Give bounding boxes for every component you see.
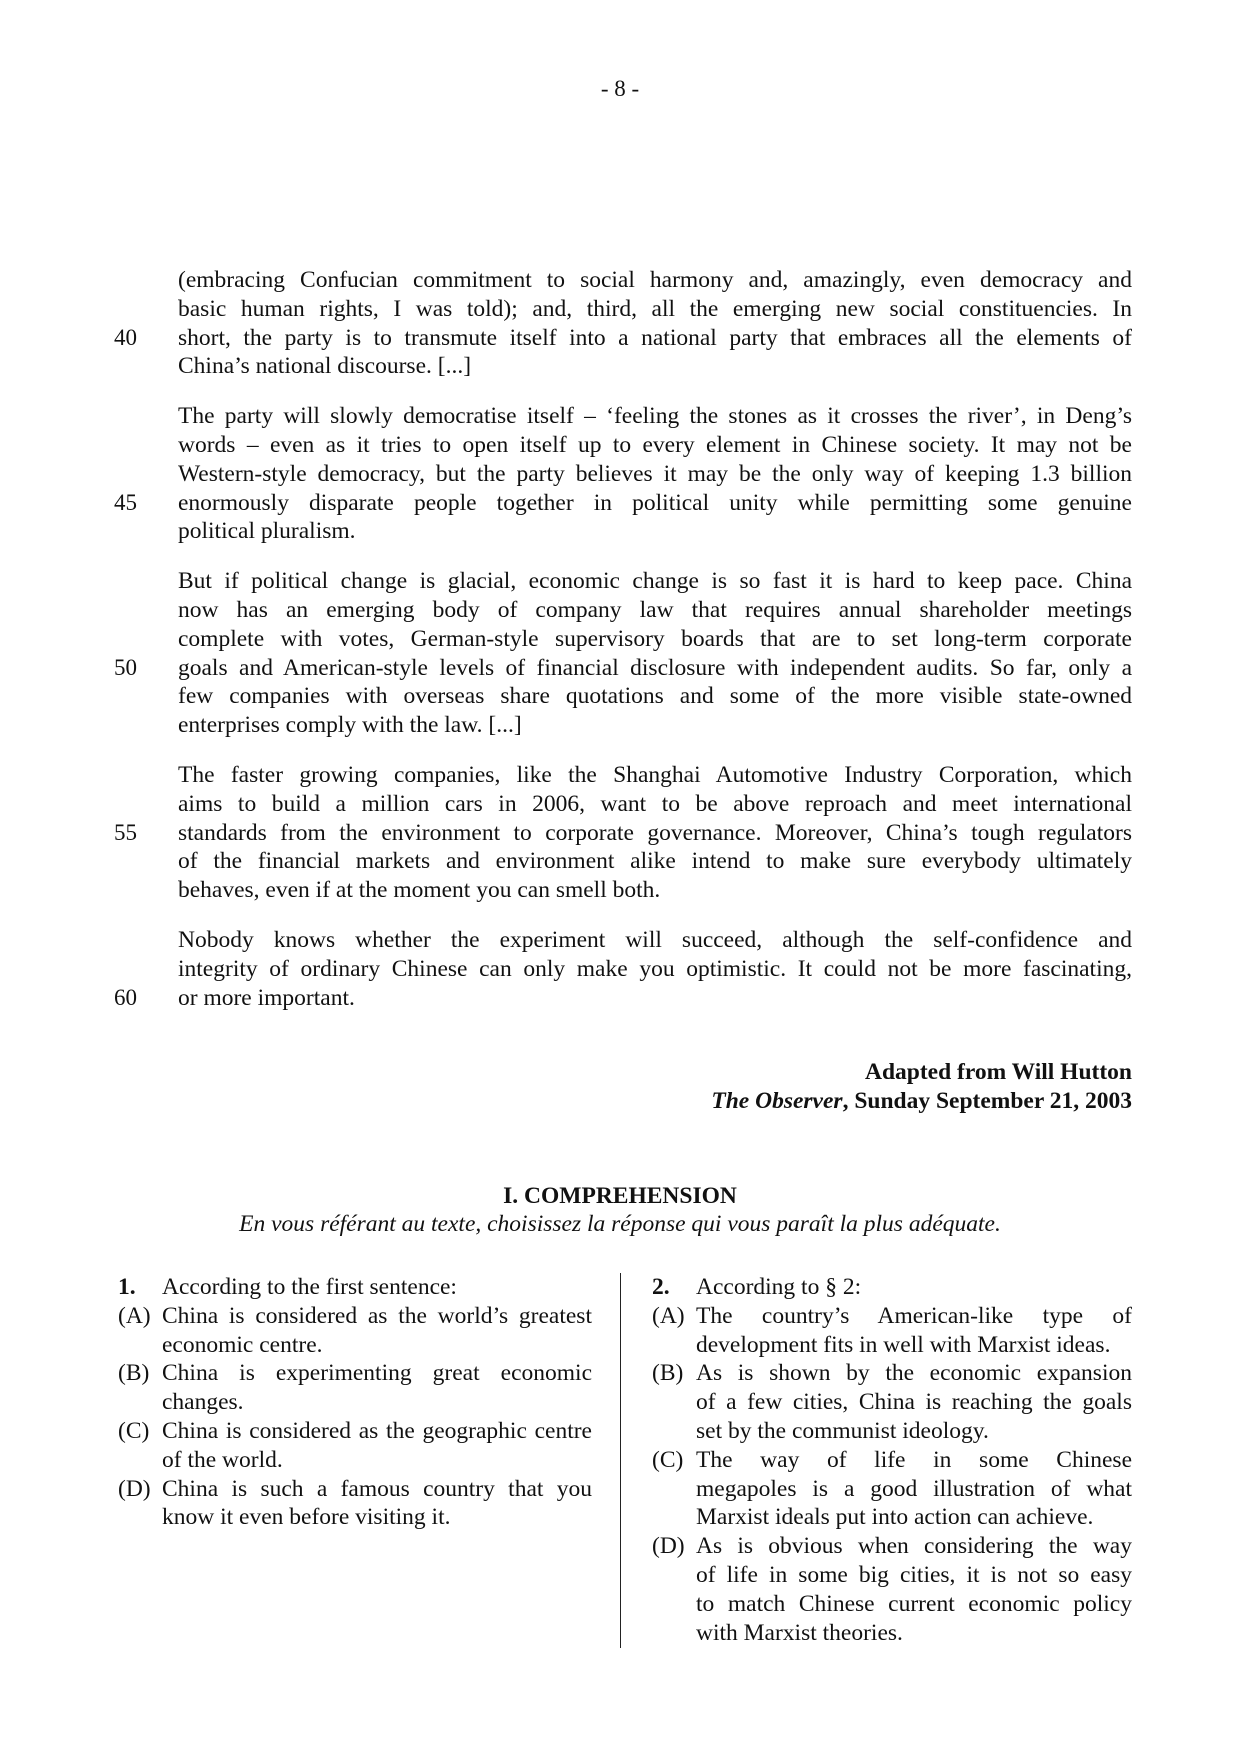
passage-line: behaves, even if at the moment you can smell both. [178, 877, 661, 904]
option-line: China is considered as the geographic centre [162, 1417, 592, 1444]
source-author: Adapted from Will Hutton [864, 1059, 1132, 1085]
question-number: 1. [118, 1274, 136, 1300]
option-line: China is considered as the world’s greatest [162, 1302, 592, 1329]
option-line: Marxist ideals put into action can achieve. [696, 1504, 1094, 1531]
passage-line: enormously disparate people together in political unity while permitting some genuine [178, 489, 1132, 516]
passage-line: But if political change is glacial, economic change is so fast it is hard to keep pace. China [178, 568, 1132, 595]
passage-line: political pluralism. [178, 518, 356, 545]
option-line: The way of life in some Chinese [696, 1446, 1132, 1473]
line-number: 50 [114, 654, 137, 680]
passage-line: aims to build a million cars in 2006, want to be above reproach and meet international [178, 790, 1132, 817]
passage-line: The party will slowly democratise itself – ‘feeling the stones as it crosses the river’, in Deng’s [178, 403, 1132, 430]
passage-line: basic human rights, I was told); and, third, all the emerging new social constituencies. In [178, 295, 1132, 322]
option-line: know it even before visiting it. [162, 1504, 451, 1531]
question-stem: According to the first sentence: [162, 1274, 457, 1300]
question-stem: According to § 2: [696, 1274, 862, 1300]
option-line: set by the communist ideology. [696, 1417, 989, 1444]
option-text [162, 1475, 592, 1533]
passage-line: (embracing Confucian commitment to social harmony and, amazingly, even democracy and [178, 267, 1132, 293]
line-number: 40 [114, 324, 137, 350]
line-number: 45 [114, 489, 137, 515]
passage-line: of the financial markets and environment alike intend to make sure everybody ultimately [178, 848, 1132, 875]
passage-line: standards from the environment to corporate governance. Moreover, China’s tough regulators [178, 819, 1132, 846]
answer-option[interactable] [118, 1475, 592, 1533]
section-title: I. COMPREHENSION [503, 1183, 737, 1209]
option-label: (B) [652, 1360, 684, 1387]
answer-option[interactable] [652, 1532, 1132, 1647]
option-line: The country’s American-like type of [696, 1302, 1132, 1329]
option-line: China is experimenting great economic [162, 1360, 592, 1387]
source-publication-line [711, 1087, 1132, 1116]
question-2 [652, 1273, 1132, 1647]
passage-line: short, the party is to transmute itself into a national party that embraces all the elements of [178, 324, 1132, 351]
paragraph [114, 266, 1132, 381]
option-text [696, 1302, 1132, 1360]
option-line: of life in some big cities, it is not so easy [696, 1561, 1132, 1588]
option-label: (C) [652, 1446, 684, 1473]
section-instruction: En vous référant au texte, choisissez la réponse qui vous paraît la plus adéquate. [239, 1211, 1001, 1237]
option-line: to match Chinese current economic policy [696, 1590, 1132, 1617]
option-line: of a few cities, China is reaching the goals [696, 1389, 1132, 1416]
paragraph [114, 402, 1132, 546]
option-line: As is obvious when considering the way [696, 1533, 1132, 1560]
option-text [696, 1532, 1132, 1647]
passage-line: Western-style democracy, but the party believes it may be the only way of keeping 1.3 billion [178, 460, 1132, 487]
option-line: economic centre. [162, 1331, 323, 1358]
option-text [162, 1359, 592, 1417]
option-label: (D) [652, 1533, 685, 1560]
option-label: (A) [652, 1302, 685, 1329]
article-source [711, 1058, 1132, 1116]
column-divider [620, 1273, 621, 1648]
passage-line: now has an emerging body of company law that requires annual shareholder meetings [178, 596, 1132, 623]
answer-option[interactable] [118, 1359, 592, 1417]
option-line: of the world. [162, 1446, 283, 1473]
answer-option[interactable] [118, 1417, 592, 1475]
article-passage [0, 266, 1240, 1033]
option-text [696, 1446, 1132, 1532]
paragraph [114, 926, 1132, 1012]
option-line: changes. [162, 1389, 244, 1416]
option-line: China is such a famous country that you [162, 1475, 592, 1502]
source-publication: The Observer [711, 1088, 843, 1114]
passage-line: few companies with overseas share quotations and some of the more visible state-owned [178, 683, 1132, 710]
option-label: (C) [118, 1417, 150, 1444]
passage-line: goals and American-style levels of financial disclosure with independent audits. So far, only a [178, 654, 1132, 681]
questions-area [0, 1273, 1240, 1653]
page-number: - 8 - [600, 76, 640, 101]
option-line: development fits in well with Marxist ideas. [696, 1331, 1111, 1358]
option-line: with Marxist theories. [696, 1619, 903, 1646]
passage-line: complete with votes, German-style supervisory boards that are to set long-term corporate [178, 625, 1132, 652]
answer-option[interactable] [118, 1302, 592, 1360]
question-number: 2. [652, 1274, 670, 1300]
option-label: (B) [118, 1360, 150, 1387]
passage-line: The faster growing companies, like the Shanghai Automotive Industry Corporation, which [178, 761, 1132, 788]
paragraph [114, 567, 1132, 740]
line-number: 55 [114, 819, 137, 845]
passage-line: words – even as it tries to open itself up to every element in Chinese society. It may not be [178, 431, 1132, 458]
line-number: 60 [114, 984, 137, 1010]
option-text [162, 1417, 592, 1475]
option-text [162, 1302, 592, 1360]
passage-line: or more important. [178, 984, 355, 1011]
passage-line: China’s national discourse. [...] [178, 353, 472, 380]
option-text [696, 1359, 1132, 1445]
answer-option[interactable] [652, 1302, 1132, 1360]
option-line: As is shown by the economic expansion [696, 1360, 1132, 1387]
source-date: , Sunday September 21, 2003 [842, 1088, 1132, 1114]
question-1 [118, 1273, 592, 1532]
paragraph [114, 761, 1132, 905]
passage-line: enterprises comply with the law. [...] [178, 712, 522, 739]
passage-line: integrity of ordinary Chinese can only make you optimistic. It could not be more fascinating, [178, 955, 1132, 982]
option-label: (A) [118, 1302, 151, 1329]
option-line: megapoles is a good illustration of what [696, 1475, 1132, 1502]
answer-option[interactable] [652, 1359, 1132, 1445]
option-label: (D) [118, 1475, 151, 1502]
answer-option[interactable] [652, 1446, 1132, 1532]
passage-line: Nobody knows whether the experiment will succeed, although the self-confidence and [178, 926, 1132, 953]
